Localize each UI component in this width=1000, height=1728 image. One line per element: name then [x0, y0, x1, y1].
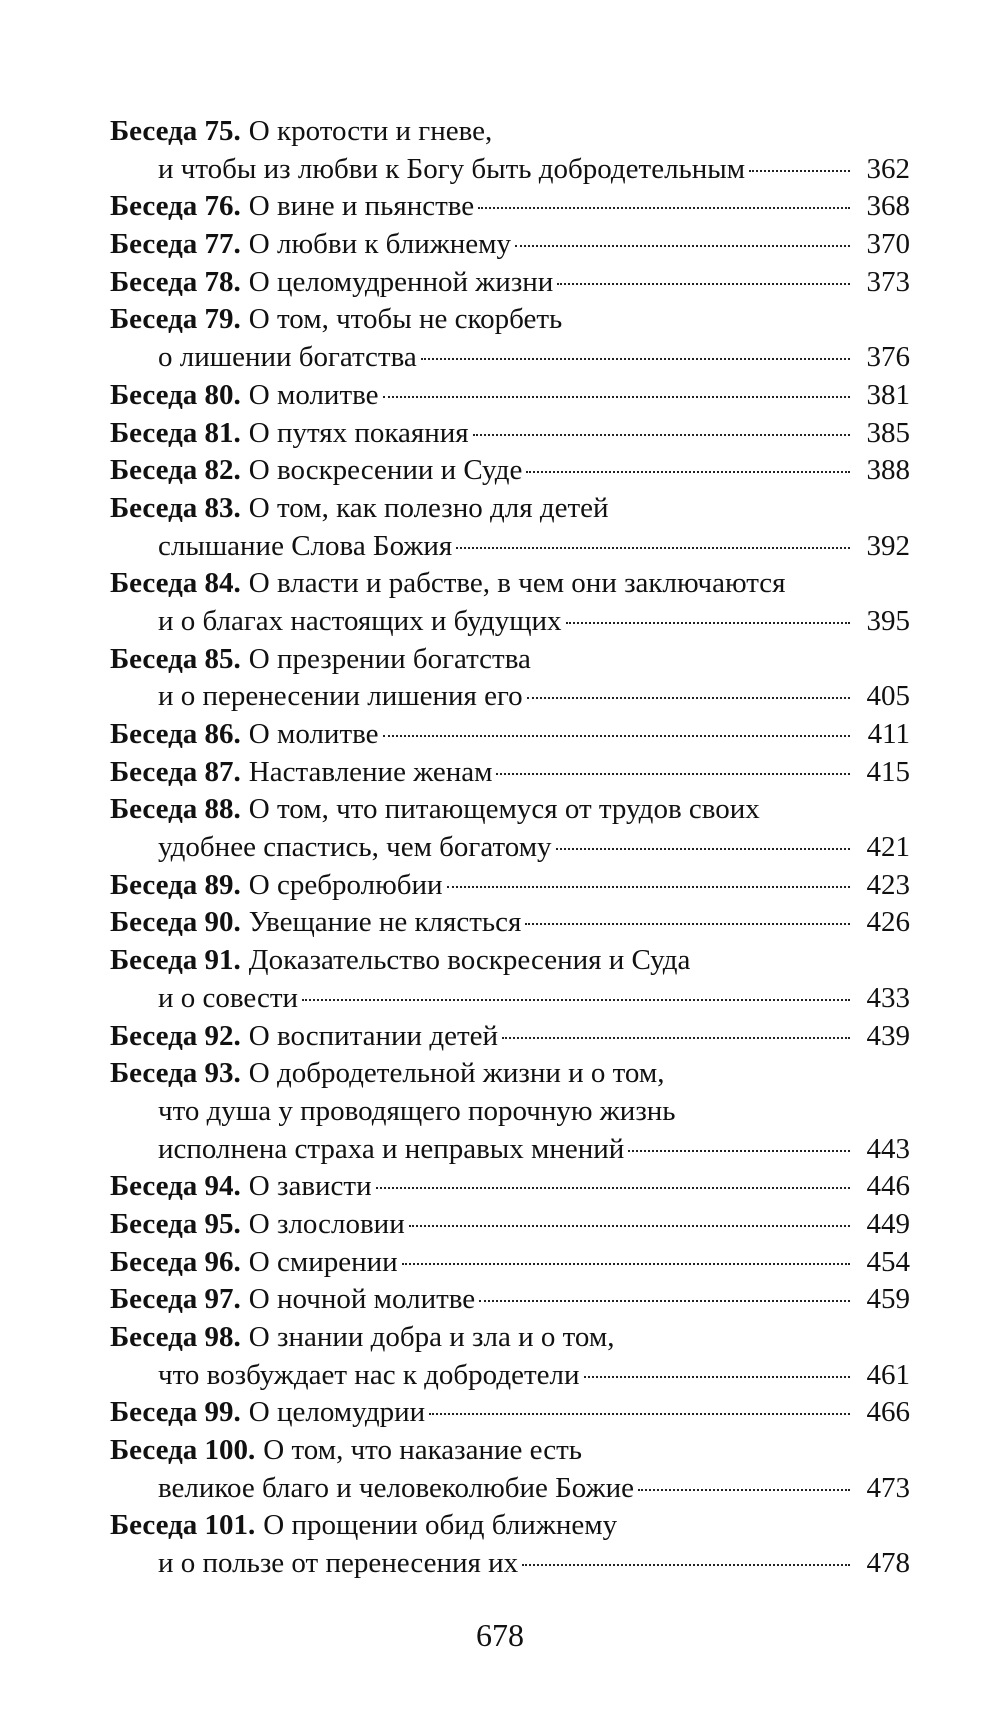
dot-leader — [473, 434, 850, 436]
toc-entry-first-line — [110, 1507, 910, 1545]
entry-label: Беседа 85. — [110, 642, 241, 675]
entry-page-number: 368 — [866, 190, 910, 223]
entry-label: Беседа 101. — [110, 1509, 256, 1542]
toc-entry-first-line — [110, 490, 910, 528]
entry-label: Беседа 81. — [110, 416, 241, 449]
dot-leader — [525, 923, 850, 925]
toc-entry-first-line — [110, 452, 910, 490]
dot-leader — [527, 697, 850, 699]
entry-page-number: 395 — [866, 604, 910, 637]
toc-entry-first-line — [110, 1319, 910, 1357]
dot-leader — [556, 848, 850, 850]
toc-entry-continuation-line — [110, 678, 910, 716]
dot-leader — [478, 207, 850, 209]
entry-title: О вине и пьянстве — [248, 190, 475, 223]
toc-entry-first-line — [110, 942, 910, 980]
dot-leader — [383, 396, 850, 398]
entry-title: исполнена страха и неправых мнений — [158, 1132, 625, 1165]
entry-page-number: 376 — [866, 341, 910, 374]
entry-title: о лишении богатства — [158, 341, 417, 374]
toc-entry — [110, 942, 910, 1017]
toc-entry — [110, 1168, 910, 1206]
entry-label: Беседа 88. — [110, 793, 241, 826]
entry-page-number: 446 — [866, 1170, 910, 1203]
dot-leader — [421, 358, 850, 360]
entry-title: О том, как полезно для детей — [248, 491, 609, 524]
toc-entry-first-line — [110, 1394, 910, 1432]
entry-title: О любви к ближнему — [248, 228, 511, 261]
entry-title: О презрении богатства — [248, 642, 531, 675]
dot-leader — [429, 1413, 850, 1415]
toc-entry — [110, 754, 910, 792]
toc-entry — [110, 867, 910, 905]
toc-entry — [110, 791, 910, 866]
toc-entry-continuation-line — [110, 1545, 910, 1583]
toc-entry — [110, 490, 910, 565]
entry-page-number: 415 — [866, 755, 910, 788]
toc-entry-continuation-line — [110, 829, 910, 867]
dot-leader — [566, 622, 850, 624]
entry-label: Беседа 94. — [110, 1170, 241, 1203]
toc-entry-first-line — [110, 264, 910, 302]
dot-leader — [496, 773, 850, 775]
entry-page-number: 461 — [866, 1358, 910, 1391]
toc-entry-first-line — [110, 113, 910, 151]
toc-entry-first-line — [110, 904, 910, 942]
dot-leader — [628, 1150, 850, 1152]
entry-title: великое благо и человеколюбие Божие — [158, 1471, 634, 1504]
entry-title: О целомудрии — [248, 1396, 426, 1429]
toc-entry-first-line — [110, 1432, 910, 1470]
entry-label: Беседа 84. — [110, 567, 241, 600]
toc-entry — [110, 904, 910, 942]
entry-label: Беседа 89. — [110, 868, 241, 901]
entry-page-number: 362 — [866, 152, 910, 185]
entry-page-number: 392 — [866, 529, 910, 562]
entry-page-number: 405 — [866, 680, 910, 713]
dot-leader — [557, 283, 850, 285]
toc-entry — [110, 188, 910, 226]
entry-label: Беседа 97. — [110, 1283, 241, 1316]
entry-label: Беседа 79. — [110, 303, 241, 336]
entry-page-number: 423 — [866, 868, 910, 901]
toc-entry-first-line — [110, 188, 910, 226]
entry-label: Беседа 76. — [110, 190, 241, 223]
toc-entry-first-line — [110, 641, 910, 679]
dot-leader — [522, 1564, 850, 1566]
entry-title: удобнее спастись, чем богатому — [158, 831, 552, 864]
toc-entry-first-line — [110, 716, 910, 754]
toc-entry — [110, 1244, 910, 1282]
toc-entry-first-line — [110, 565, 910, 603]
entry-title: Доказательство воскресения и Суда — [248, 944, 691, 977]
toc-entry — [110, 1018, 910, 1056]
entry-page-number: 370 — [866, 228, 910, 261]
toc-entry — [110, 1507, 910, 1582]
entry-label: Беседа 96. — [110, 1245, 241, 1278]
entry-page-number: 373 — [866, 265, 910, 298]
entry-title: О молитве — [248, 378, 379, 411]
toc-entry-continuation-line — [110, 603, 910, 641]
dot-leader — [383, 735, 850, 737]
toc-entry-first-line — [110, 791, 910, 829]
entry-label: Беседа 93. — [110, 1057, 241, 1090]
toc-entry — [110, 301, 910, 376]
entry-title: слышание Слова Божия — [158, 529, 453, 562]
toc-entry-first-line — [110, 1244, 910, 1282]
dot-leader — [479, 1300, 850, 1302]
entry-title: О том, чтобы не скорбеть — [248, 303, 563, 336]
toc-entry — [110, 1394, 910, 1432]
entry-title: О путях покаяния — [248, 416, 469, 449]
entry-page-number: 381 — [866, 378, 910, 411]
entry-title: О воспитании детей — [248, 1019, 499, 1052]
entry-page-number: 433 — [866, 981, 910, 1014]
entry-label: Беседа 87. — [110, 755, 241, 788]
entry-title: О сребролюбии — [248, 868, 443, 901]
entry-title: что душа у проводящего порочную жизнь — [158, 1094, 676, 1127]
dot-leader — [515, 245, 850, 247]
dot-leader — [638, 1489, 850, 1491]
toc-entry — [110, 716, 910, 754]
entry-label: Беседа 80. — [110, 378, 241, 411]
toc-entry-continuation-line — [110, 1093, 910, 1131]
entry-page-number: 426 — [866, 906, 910, 939]
entry-page-number: 449 — [866, 1207, 910, 1240]
toc-entry — [110, 1319, 910, 1394]
toc-entry — [110, 377, 910, 415]
entry-label: Беседа 77. — [110, 228, 241, 261]
dot-leader — [447, 886, 850, 888]
toc-entry-first-line — [110, 1281, 910, 1319]
dot-leader — [376, 1187, 850, 1189]
toc-entry — [110, 452, 910, 490]
entry-title: Увещание не клясться — [248, 906, 522, 939]
toc-entry-first-line — [110, 1018, 910, 1056]
table-of-contents — [110, 113, 910, 1583]
entry-title: О власти и рабстве, в чем они заключаются — [248, 567, 786, 600]
entry-label: Беседа 90. — [110, 906, 241, 939]
entry-page-number: 473 — [866, 1471, 910, 1504]
entry-page-number: 421 — [866, 831, 910, 864]
entry-label: Беседа 83. — [110, 491, 241, 524]
entry-label: Беседа 95. — [110, 1207, 241, 1240]
entry-title: О целомудренной жизни — [248, 265, 554, 298]
entry-title: Наставление женам — [248, 755, 493, 788]
entry-page-number: 478 — [866, 1547, 910, 1580]
toc-entry-continuation-line — [110, 339, 910, 377]
toc-entry-continuation-line — [110, 1131, 910, 1169]
entry-label: Беседа 75. — [110, 115, 241, 147]
toc-entry — [110, 1055, 910, 1168]
toc-entry — [110, 415, 910, 453]
entry-title: О прощении обид ближнему — [263, 1509, 618, 1542]
entry-title: О том, что наказание есть — [263, 1434, 582, 1467]
toc-entry — [110, 1281, 910, 1319]
entry-title: и о благах настоящих и будущих — [158, 604, 562, 637]
entry-label: Беседа 78. — [110, 265, 241, 298]
entry-title: О воскресении и Суде — [248, 454, 523, 487]
entry-label: Беседа 91. — [110, 944, 241, 977]
entry-label: Беседа 86. — [110, 718, 241, 750]
toc-entry — [110, 565, 910, 640]
toc-entry-first-line — [110, 1168, 910, 1206]
dot-leader — [302, 999, 850, 1001]
toc-entry-continuation-line — [110, 528, 910, 566]
toc-entry-continuation-line — [110, 1470, 910, 1508]
dot-leader — [526, 471, 850, 473]
entry-page-number: 411 — [867, 718, 910, 750]
page-number: 678 — [476, 1617, 524, 1653]
dot-leader — [402, 1263, 850, 1265]
toc-entry-continuation-line — [110, 1357, 910, 1395]
toc-entry — [110, 1432, 910, 1507]
entry-title: О смирении — [248, 1245, 398, 1278]
entry-title: О добродетельной жизни и о том, — [248, 1057, 665, 1090]
toc-entry-continuation-line — [110, 980, 910, 1018]
toc-entry-first-line — [110, 301, 910, 339]
entry-title: О кротости и гневе, — [248, 115, 493, 147]
toc-entry — [110, 264, 910, 302]
entry-label: Беседа 82. — [110, 454, 241, 487]
entry-page-number: 385 — [866, 416, 910, 449]
entry-page-number: 466 — [866, 1396, 910, 1429]
toc-entry — [110, 113, 910, 188]
entry-title: что возбуждает нас к добродетели — [158, 1358, 580, 1391]
toc-entry — [110, 641, 910, 716]
toc-entry-first-line — [110, 226, 910, 264]
entry-title: О зависти — [248, 1170, 372, 1203]
entry-label: Беседа 98. — [110, 1321, 241, 1353]
toc-entry-first-line — [110, 415, 910, 453]
dot-leader — [502, 1037, 850, 1039]
entry-page-number: 439 — [866, 1019, 910, 1052]
dot-leader — [456, 547, 850, 549]
entry-title: О том, что питающемуся от трудов своих — [248, 793, 760, 826]
entry-page-number: 459 — [866, 1283, 910, 1316]
toc-entry-first-line — [110, 377, 910, 415]
toc-entry-continuation-line — [110, 151, 910, 189]
toc-entry — [110, 226, 910, 264]
entry-label: Беседа 99. — [110, 1396, 241, 1429]
dot-leader — [584, 1376, 851, 1378]
toc-entry-first-line — [110, 1206, 910, 1244]
toc-entry — [110, 1206, 910, 1244]
entry-title: О ночной молитве — [248, 1283, 476, 1316]
toc-entry-first-line — [110, 754, 910, 792]
entry-label: Беседа 100. — [110, 1434, 256, 1467]
dot-leader — [749, 170, 850, 172]
entry-page-number: 388 — [866, 454, 910, 487]
toc-entry-first-line — [110, 867, 910, 905]
entry-page-number: 454 — [866, 1245, 910, 1278]
entry-title: О молитве — [248, 718, 379, 750]
dot-leader — [409, 1225, 850, 1227]
entry-page-number: 443 — [866, 1132, 910, 1165]
entry-title: и чтобы из любви к Богу быть добродетельным — [158, 152, 746, 185]
entry-title: О злословии — [248, 1207, 405, 1240]
entry-title: и о пользе от перенесения их — [158, 1547, 519, 1580]
entry-title: и о перенесении лишения его — [158, 680, 523, 713]
toc-entry-first-line — [110, 1055, 910, 1093]
entry-title: О знании добра и зла и о том, — [248, 1321, 615, 1353]
entry-title: и о совести — [158, 981, 299, 1014]
entry-label: Беседа 92. — [110, 1019, 241, 1052]
